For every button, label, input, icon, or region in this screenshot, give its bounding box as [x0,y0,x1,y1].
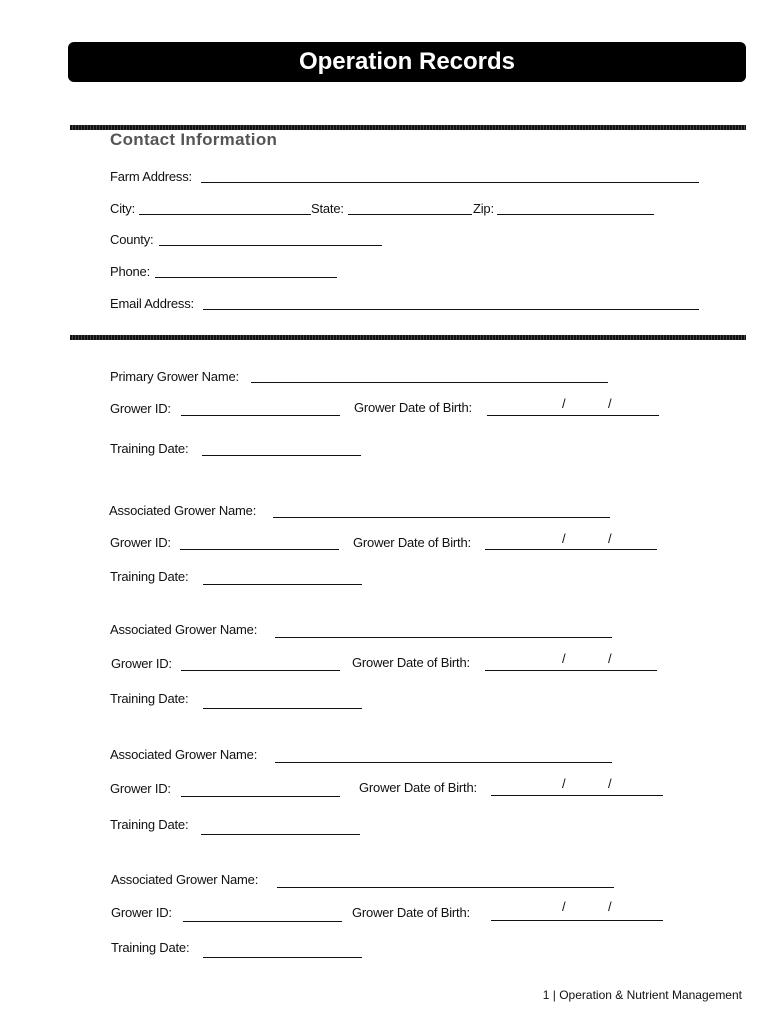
grower-id-field[interactable] [181,670,340,671]
primary-grower-name-label: Primary Grower Name: [110,369,239,384]
date-slash: / [608,651,612,666]
grower-id-label: Grower ID: [110,535,171,550]
city-field[interactable] [139,214,311,215]
grower-dob-label: Grower Date of Birth: [352,655,470,670]
grower-id-field[interactable] [183,921,342,922]
grower-id-field[interactable] [181,415,340,416]
training-date-field[interactable] [203,957,362,958]
grower-dob-field[interactable] [487,415,659,416]
grower-dob-label: Grower Date of Birth: [352,905,470,920]
grower-dob-field[interactable] [491,920,663,921]
date-slash: / [562,651,566,666]
grower-dob-field[interactable] [485,549,657,550]
page-title-banner [68,42,746,82]
email-field[interactable] [203,309,699,310]
primary-grower-name-field[interactable] [251,382,608,383]
associated-grower-name-label: Associated Grower Name: [111,872,259,887]
training-date-label: Training Date: [110,817,189,832]
grower-dob-field[interactable] [491,795,663,796]
associated-grower-name-field[interactable] [275,762,612,763]
training-date-label: Training Date: [110,691,189,706]
phone-field[interactable] [155,277,337,278]
grower-dob-label: Grower Date of Birth: [353,535,471,550]
associated-grower-name-label: Associated Grower Name: [110,747,258,762]
training-date-field[interactable] [203,584,362,585]
farm-address-label: Farm Address: [110,169,192,184]
section-divider [70,335,746,340]
email-label: Email Address: [110,296,194,311]
grower-id-field[interactable] [180,549,339,550]
date-slash: / [562,899,566,914]
training-date-label: Training Date: [110,569,189,584]
grower-id-label: Grower ID: [111,656,172,671]
state-label: State: [311,201,344,216]
date-slash: / [608,899,612,914]
contact-section-heading: Contact Information [110,130,278,149]
training-date-field[interactable] [203,708,362,709]
date-slash: / [562,531,566,546]
grower-id-label: Grower ID: [110,781,171,796]
zip-label: Zip: [473,201,494,216]
city-label: City: [110,201,136,216]
associated-grower-name-field[interactable] [277,887,614,888]
associated-grower-name-field[interactable] [273,517,610,518]
associated-grower-name-label: Associated Grower Name: [110,622,258,637]
county-field[interactable] [159,245,382,246]
associated-grower-name-field[interactable] [275,637,612,638]
training-date-label: Training Date: [110,441,189,456]
page-title: Operation Records [298,48,516,75]
state-field[interactable] [348,214,472,215]
training-date-field[interactable] [201,834,360,835]
phone-label: Phone: [110,264,151,279]
farm-address-field[interactable] [201,182,699,183]
date-slash: / [562,396,566,411]
grower-id-field[interactable] [181,796,340,797]
county-label: County: [110,232,154,247]
zip-field[interactable] [497,214,654,215]
grower-dob-field[interactable] [485,670,657,671]
page-footer: 1 | Operation & Nutrient Management [542,988,742,1002]
training-date-field[interactable] [202,455,361,456]
date-slash: / [608,531,612,546]
grower-dob-label: Grower Date of Birth: [359,780,477,795]
date-slash: / [608,776,612,791]
grower-dob-label: Grower Date of Birth: [354,400,472,415]
date-slash: / [608,396,612,411]
associated-grower-name-label: Associated Grower Name: [109,503,257,518]
grower-id-label: Grower ID: [111,905,172,920]
date-slash: / [562,776,566,791]
training-date-label: Training Date: [111,940,190,955]
grower-id-label: Grower ID: [110,401,171,416]
